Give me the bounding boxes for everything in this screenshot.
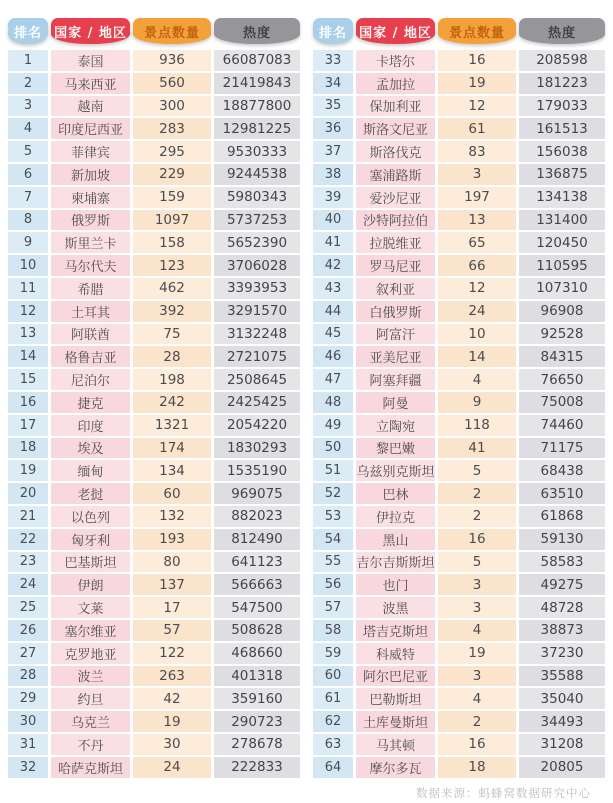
count-cell: 462 <box>133 278 211 299</box>
count-cell: 134 <box>133 460 211 481</box>
rank-cell: 1 <box>8 50 48 71</box>
country-cell: 伊朗 <box>51 574 130 595</box>
country-cell: 匈牙利 <box>51 529 130 550</box>
count-cell: 4 <box>438 369 516 390</box>
country-cell: 印度尼西亚 <box>51 118 130 139</box>
count-cell: 18 <box>438 757 516 778</box>
rank-cell: 14 <box>8 346 48 367</box>
rank-cell: 15 <box>8 369 48 390</box>
country-cell: 阿塞拜疆 <box>356 369 435 390</box>
count-cell: 198 <box>133 369 211 390</box>
header-country: 国家 / 地区 <box>356 18 435 44</box>
count-cell: 9 <box>438 392 516 413</box>
count-cell: 24 <box>438 301 516 322</box>
country-cell: 马其顿 <box>356 734 435 755</box>
heat-cell: 58583 <box>519 552 605 573</box>
heat-cell: 5652390 <box>214 232 300 253</box>
country-cell: 马尔代夫 <box>51 255 130 276</box>
rank-cell: 49 <box>313 415 353 436</box>
country-cell: 缅甸 <box>51 460 130 481</box>
rank-cell: 56 <box>313 574 353 595</box>
heat-cell: 2508645 <box>214 369 300 390</box>
count-cell: 16 <box>438 529 516 550</box>
header-country: 国家 / 地区 <box>51 18 130 44</box>
heat-cell: 882023 <box>214 506 300 527</box>
count-cell: 936 <box>133 50 211 71</box>
rank-cell: 25 <box>8 597 48 618</box>
country-cell: 白俄罗斯 <box>356 301 435 322</box>
count-cell: 75 <box>133 324 211 345</box>
country-cell: 乌兹别克斯坦 <box>356 460 435 481</box>
rank-cell: 11 <box>8 278 48 299</box>
heat-cell: 38873 <box>519 620 605 641</box>
count-cell: 123 <box>133 255 211 276</box>
heat-cell: 136875 <box>519 164 605 185</box>
count-cell: 61 <box>438 118 516 139</box>
count-cell: 137 <box>133 574 211 595</box>
rank-cell: 40 <box>313 210 353 231</box>
heat-cell: 75008 <box>519 392 605 413</box>
rank-cell: 46 <box>313 346 353 367</box>
country-cell: 土耳其 <box>51 301 130 322</box>
heat-cell: 37230 <box>519 643 605 664</box>
country-cell: 以色列 <box>51 506 130 527</box>
count-cell: 295 <box>133 141 211 162</box>
rank-cell: 27 <box>8 643 48 664</box>
country-cell: 波兰 <box>51 666 130 687</box>
rank-cell: 58 <box>313 620 353 641</box>
count-cell: 30 <box>133 734 211 755</box>
country-cell: 塞浦路斯 <box>356 164 435 185</box>
country-cell: 克罗地亚 <box>51 643 130 664</box>
country-cell: 斯里兰卡 <box>51 232 130 253</box>
rank-cell: 26 <box>8 620 48 641</box>
country-cell: 拉脱维亚 <box>356 232 435 253</box>
heat-cell: 49275 <box>519 574 605 595</box>
count-cell: 66 <box>438 255 516 276</box>
count-cell: 193 <box>133 529 211 550</box>
heat-cell: 12981225 <box>214 118 300 139</box>
country-cell: 科威特 <box>356 643 435 664</box>
country-cell: 卡塔尔 <box>356 50 435 71</box>
rank-cell: 10 <box>8 255 48 276</box>
country-cell: 捷克 <box>51 392 130 413</box>
heat-cell: 59130 <box>519 529 605 550</box>
rank-cell: 54 <box>313 529 353 550</box>
country-cell: 塞尔维亚 <box>51 620 130 641</box>
ranking-table-right <box>313 18 605 778</box>
count-cell: 16 <box>438 734 516 755</box>
heat-cell: 161513 <box>519 118 605 139</box>
rank-cell: 9 <box>8 232 48 253</box>
country-cell: 斯洛伐克 <box>356 141 435 162</box>
header-heat: 热度 <box>214 18 300 44</box>
count-cell: 17 <box>133 597 211 618</box>
country-cell: 黎巴嫩 <box>356 438 435 459</box>
country-cell: 伊拉克 <box>356 506 435 527</box>
count-cell: 12 <box>438 278 516 299</box>
rank-cell: 47 <box>313 369 353 390</box>
heat-cell: 401318 <box>214 666 300 687</box>
heat-cell: 92528 <box>519 324 605 345</box>
rank-cell: 28 <box>8 666 48 687</box>
country-cell: 塔吉克斯坦 <box>356 620 435 641</box>
rank-cell: 6 <box>8 164 48 185</box>
rank-cell: 53 <box>313 506 353 527</box>
header-heat: 热度 <box>519 18 605 44</box>
heat-cell: 179033 <box>519 96 605 117</box>
count-cell: 197 <box>438 187 516 208</box>
count-cell: 2 <box>438 506 516 527</box>
count-cell: 3 <box>438 666 516 687</box>
country-cell: 尼泊尔 <box>51 369 130 390</box>
rank-cell: 12 <box>8 301 48 322</box>
heat-cell: 66087083 <box>214 50 300 71</box>
heat-cell: 359160 <box>214 688 300 709</box>
rank-cell: 44 <box>313 301 353 322</box>
heat-cell: 96908 <box>519 301 605 322</box>
rank-cell: 4 <box>8 118 48 139</box>
country-cell: 巴勒斯坦 <box>356 688 435 709</box>
heat-cell: 5737253 <box>214 210 300 231</box>
rank-cell: 3 <box>8 96 48 117</box>
country-cell: 越南 <box>51 96 130 117</box>
country-cell: 斯洛文尼亚 <box>356 118 435 139</box>
country-cell: 约旦 <box>51 688 130 709</box>
country-cell: 埃及 <box>51 438 130 459</box>
count-cell: 132 <box>133 506 211 527</box>
rank-cell: 63 <box>313 734 353 755</box>
heat-cell: 468660 <box>214 643 300 664</box>
country-cell: 阿尔巴尼亚 <box>356 666 435 687</box>
count-cell: 229 <box>133 164 211 185</box>
count-cell: 28 <box>133 346 211 367</box>
rank-cell: 16 <box>8 392 48 413</box>
header-count: 景点数量 <box>438 18 516 44</box>
country-cell: 阿曼 <box>356 392 435 413</box>
heat-cell: 107310 <box>519 278 605 299</box>
heat-cell: 48728 <box>519 597 605 618</box>
rank-cell: 51 <box>313 460 353 481</box>
heat-cell: 547500 <box>214 597 300 618</box>
count-cell: 159 <box>133 187 211 208</box>
country-cell: 印度 <box>51 415 130 436</box>
count-cell: 392 <box>133 301 211 322</box>
country-cell: 阿富汗 <box>356 324 435 345</box>
count-cell: 14 <box>438 346 516 367</box>
rank-cell: 64 <box>313 757 353 778</box>
country-cell: 巴林 <box>356 483 435 504</box>
count-cell: 60 <box>133 483 211 504</box>
count-cell: 2 <box>438 711 516 732</box>
heat-cell: 3706028 <box>214 255 300 276</box>
count-cell: 283 <box>133 118 211 139</box>
rank-cell: 31 <box>8 734 48 755</box>
count-cell: 24 <box>133 757 211 778</box>
heat-cell: 18877800 <box>214 96 300 117</box>
rank-cell: 61 <box>313 688 353 709</box>
heat-cell: 2425425 <box>214 392 300 413</box>
count-cell: 158 <box>133 232 211 253</box>
rank-cell: 13 <box>8 324 48 345</box>
heat-cell: 156038 <box>519 141 605 162</box>
rank-cell: 43 <box>313 278 353 299</box>
rank-cell: 57 <box>313 597 353 618</box>
heat-cell: 131400 <box>519 210 605 231</box>
rank-cell: 35 <box>313 96 353 117</box>
country-cell: 立陶宛 <box>356 415 435 436</box>
rank-cell: 42 <box>313 255 353 276</box>
count-cell: 560 <box>133 73 211 94</box>
count-cell: 300 <box>133 96 211 117</box>
heat-cell: 181223 <box>519 73 605 94</box>
header-rank: 排名 <box>313 18 353 44</box>
count-cell: 5 <box>438 460 516 481</box>
count-cell: 19 <box>438 643 516 664</box>
count-cell: 2 <box>438 483 516 504</box>
count-cell: 5 <box>438 552 516 573</box>
heat-cell: 208598 <box>519 50 605 71</box>
count-cell: 19 <box>438 73 516 94</box>
country-cell: 波黑 <box>356 597 435 618</box>
count-cell: 57 <box>133 620 211 641</box>
country-cell: 菲律宾 <box>51 141 130 162</box>
rank-cell: 19 <box>8 460 48 481</box>
heat-cell: 9530333 <box>214 141 300 162</box>
country-cell: 爱沙尼亚 <box>356 187 435 208</box>
header-rank: 排名 <box>8 18 48 44</box>
rank-cell: 60 <box>313 666 353 687</box>
count-cell: 122 <box>133 643 211 664</box>
country-cell: 柬埔寨 <box>51 187 130 208</box>
heat-cell: 71175 <box>519 438 605 459</box>
rank-cell: 50 <box>313 438 353 459</box>
heat-cell: 63510 <box>519 483 605 504</box>
heat-cell: 84315 <box>519 346 605 367</box>
country-cell: 孟加拉 <box>356 73 435 94</box>
count-cell: 13 <box>438 210 516 231</box>
heat-cell: 110595 <box>519 255 605 276</box>
country-cell: 沙特阿拉伯 <box>356 210 435 231</box>
country-cell: 黑山 <box>356 529 435 550</box>
country-cell: 格鲁吉亚 <box>51 346 130 367</box>
rank-cell: 52 <box>313 483 353 504</box>
count-cell: 4 <box>438 620 516 641</box>
header-count: 景点数量 <box>133 18 211 44</box>
heat-cell: 31208 <box>519 734 605 755</box>
rank-cell: 21 <box>8 506 48 527</box>
heat-cell: 35588 <box>519 666 605 687</box>
heat-cell: 61868 <box>519 506 605 527</box>
heat-cell: 2054220 <box>214 415 300 436</box>
country-cell: 泰国 <box>51 50 130 71</box>
count-cell: 10 <box>438 324 516 345</box>
heat-cell: 1830293 <box>214 438 300 459</box>
heat-cell: 566663 <box>214 574 300 595</box>
country-cell: 罗马尼亚 <box>356 255 435 276</box>
rank-cell: 29 <box>8 688 48 709</box>
rank-cell: 7 <box>8 187 48 208</box>
heat-cell: 20805 <box>519 757 605 778</box>
rank-cell: 38 <box>313 164 353 185</box>
rank-cell: 20 <box>8 483 48 504</box>
ranking-table-left <box>8 18 300 778</box>
rank-cell: 24 <box>8 574 48 595</box>
country-cell: 俄罗斯 <box>51 210 130 231</box>
country-cell: 保加利亚 <box>356 96 435 117</box>
country-cell: 乌克兰 <box>51 711 130 732</box>
rank-cell: 23 <box>8 552 48 573</box>
count-cell: 83 <box>438 141 516 162</box>
country-cell: 亚美尼亚 <box>356 346 435 367</box>
rank-cell: 39 <box>313 187 353 208</box>
country-cell: 新加坡 <box>51 164 130 185</box>
count-cell: 80 <box>133 552 211 573</box>
rank-cell: 62 <box>313 711 353 732</box>
heat-cell: 68438 <box>519 460 605 481</box>
rank-cell: 48 <box>313 392 353 413</box>
count-cell: 3 <box>438 574 516 595</box>
country-cell: 希腊 <box>51 278 130 299</box>
country-cell: 不丹 <box>51 734 130 755</box>
count-cell: 242 <box>133 392 211 413</box>
rank-cell: 8 <box>8 210 48 231</box>
heat-cell: 290723 <box>214 711 300 732</box>
heat-cell: 21419843 <box>214 73 300 94</box>
country-cell: 巴基斯坦 <box>51 552 130 573</box>
rank-cell: 5 <box>8 141 48 162</box>
rank-cell: 45 <box>313 324 353 345</box>
count-cell: 19 <box>133 711 211 732</box>
rank-cell: 34 <box>313 73 353 94</box>
heat-cell: 641123 <box>214 552 300 573</box>
count-cell: 12 <box>438 96 516 117</box>
count-cell: 16 <box>438 50 516 71</box>
count-cell: 65 <box>438 232 516 253</box>
country-cell: 老挝 <box>51 483 130 504</box>
count-cell: 42 <box>133 688 211 709</box>
rank-cell: 55 <box>313 552 353 573</box>
count-cell: 263 <box>133 666 211 687</box>
heat-cell: 120450 <box>519 232 605 253</box>
country-cell: 文莱 <box>51 597 130 618</box>
rank-cell: 32 <box>8 757 48 778</box>
rank-cell: 30 <box>8 711 48 732</box>
rank-cell: 36 <box>313 118 353 139</box>
heat-cell: 1535190 <box>214 460 300 481</box>
rank-cell: 22 <box>8 529 48 550</box>
heat-cell: 3291570 <box>214 301 300 322</box>
heat-cell: 508628 <box>214 620 300 641</box>
country-cell: 吉尔吉斯斯坦 <box>356 552 435 573</box>
rank-cell: 41 <box>313 232 353 253</box>
rank-cell: 33 <box>313 50 353 71</box>
heat-cell: 222833 <box>214 757 300 778</box>
heat-cell: 9244538 <box>214 164 300 185</box>
heat-cell: 76650 <box>519 369 605 390</box>
count-cell: 4 <box>438 688 516 709</box>
country-cell: 摩尔多瓦 <box>356 757 435 778</box>
count-cell: 3 <box>438 597 516 618</box>
heat-cell: 74460 <box>519 415 605 436</box>
country-cell: 哈萨克斯坦 <box>51 757 130 778</box>
heat-cell: 969075 <box>214 483 300 504</box>
country-cell: 也门 <box>356 574 435 595</box>
heat-cell: 134138 <box>519 187 605 208</box>
heat-cell: 812490 <box>214 529 300 550</box>
country-cell: 阿联酋 <box>51 324 130 345</box>
rank-cell: 18 <box>8 438 48 459</box>
rank-cell: 59 <box>313 643 353 664</box>
count-cell: 41 <box>438 438 516 459</box>
count-cell: 1097 <box>133 210 211 231</box>
heat-cell: 2721075 <box>214 346 300 367</box>
country-cell: 叙利亚 <box>356 278 435 299</box>
data-source-note: 数据来源：蚂蜂窝数据研究中心 <box>416 785 591 800</box>
heat-cell: 35040 <box>519 688 605 709</box>
rank-cell: 37 <box>313 141 353 162</box>
count-cell: 1321 <box>133 415 211 436</box>
rank-cell: 17 <box>8 415 48 436</box>
heat-cell: 3393953 <box>214 278 300 299</box>
country-cell: 土库曼斯坦 <box>356 711 435 732</box>
heat-cell: 278678 <box>214 734 300 755</box>
rank-cell: 2 <box>8 73 48 94</box>
heat-cell: 3132248 <box>214 324 300 345</box>
heat-cell: 34493 <box>519 711 605 732</box>
country-cell: 马来西亚 <box>51 73 130 94</box>
count-cell: 174 <box>133 438 211 459</box>
count-cell: 3 <box>438 164 516 185</box>
heat-cell: 5980343 <box>214 187 300 208</box>
count-cell: 118 <box>438 415 516 436</box>
